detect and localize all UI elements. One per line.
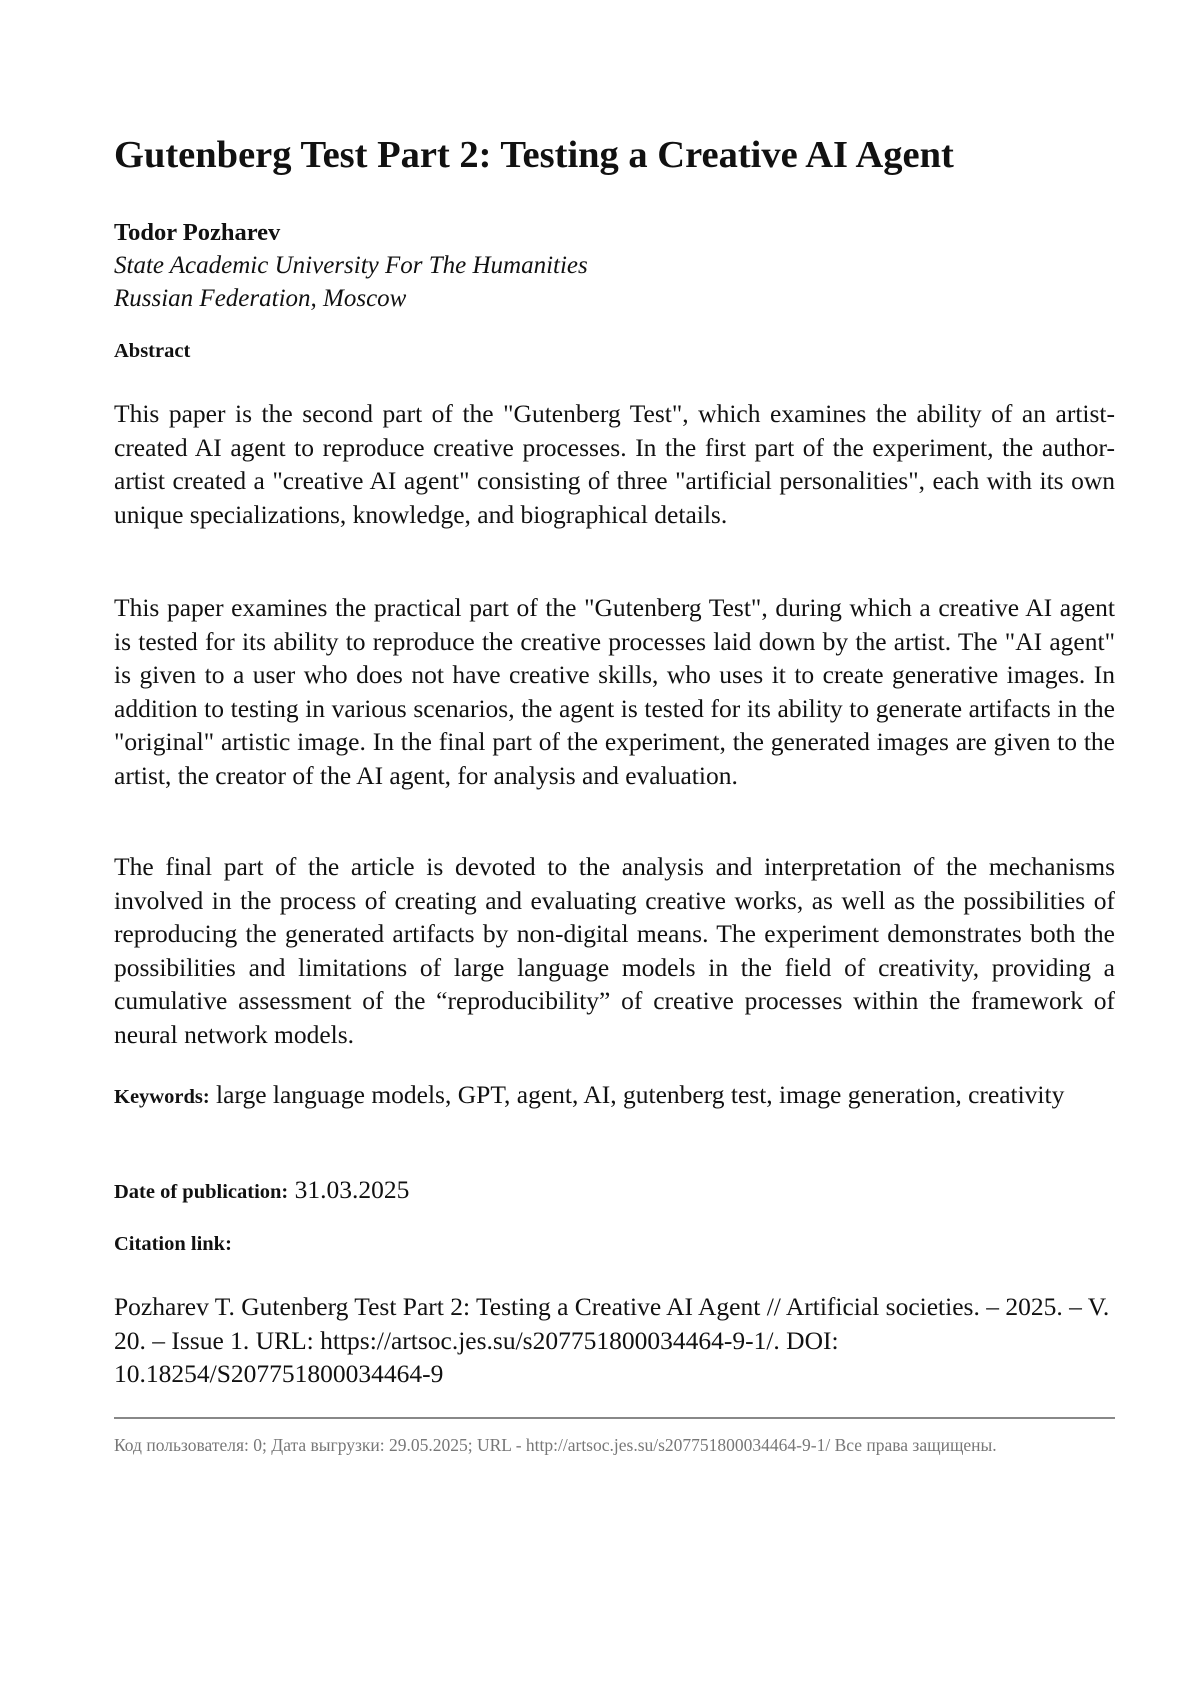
- citation-label: Citation link:: [114, 1233, 232, 1255]
- author-location: Russian Federation, Moscow: [114, 285, 407, 312]
- citation-text: Pozharev T. Gutenberg Test Part 2: Testing a Creative AI Agent // Artificial societies. – 2025. – V. 20. – Issue 1. URL: https://artsoc.jes.su/s207751800034464-9-1/. DOI: 10.18254/S207751800034464-9: [114, 1292, 1110, 1388]
- abstract-heading: Abstract: [114, 340, 191, 362]
- abstract-paragraph: The final part of the article is devoted to the analysis and interpretation of the mechanisms involved in the process of creating and evaluating creative works, as well as the possibilities of reproducing the generated artifacts by non-digital means. The experiment demonstrates both the possibilities and limitations of large language models in the field of creativity, providing a cumulative assessment of the “reproducibility” of creative processes within the framework of neural network models.: [114, 852, 1115, 1049]
- publication-date-label: Date of publication:: [114, 1181, 289, 1203]
- abstract-paragraph-3-block: [114, 850, 1115, 1051]
- footer-note: Код пользователя: 0; Дата выгрузки: 29.05.2025; URL - http://artsoc.jes.su/s207751800034464-9-1/ Все права защищены.: [114, 1435, 997, 1455]
- abstract-paragraph: This paper is the second part of the "Gutenberg Test", which examines the ability of an artist-created AI agent to reproduce creative processes. In the first part of the experiment, the author-artist created a "creative AI agent" consisting of three "artificial personalities", each with its own unique specializations, knowledge, and biographical details.: [114, 399, 1115, 529]
- publication-date-value: 31.03.2025: [294, 1175, 410, 1204]
- abstract-paragraph: This paper examines the practical part of the "Gutenberg Test", during which a creative AI agent is tested for its ability to reproduce the creative processes laid down by the artist. The "AI agent" is given to a user who does not have creative skills, who uses it to create generative images. In addition to testing in various scenarios, the agent is tested for its ability to generate artifacts in the "original" artistic image. In the final part of the experiment, the generated images are given to the artist, the creator of the AI agent, for analysis and evaluation.: [114, 593, 1115, 790]
- keywords: [114, 1078, 1115, 1115]
- author-affiliation: State Academic University For The Humanities: [114, 252, 588, 279]
- abstract-paragraph-2-block: [114, 591, 1115, 792]
- author-name: Todor Pozharev: [114, 219, 281, 246]
- publication-date: [114, 1173, 1115, 1210]
- keywords-label: Keywords:: [114, 1086, 210, 1108]
- paper-title-block: [114, 133, 1115, 177]
- paper-title: Gutenberg Test Part 2: Testing a Creative AI Agent: [114, 134, 954, 176]
- abstract-paragraph-1-block: [114, 397, 1115, 531]
- author-block: [114, 216, 1115, 315]
- keywords-value: large language models, GPT, agent, AI, gutenberg test, image generation, creativity: [216, 1080, 1065, 1109]
- footer-divider: [114, 1417, 1115, 1419]
